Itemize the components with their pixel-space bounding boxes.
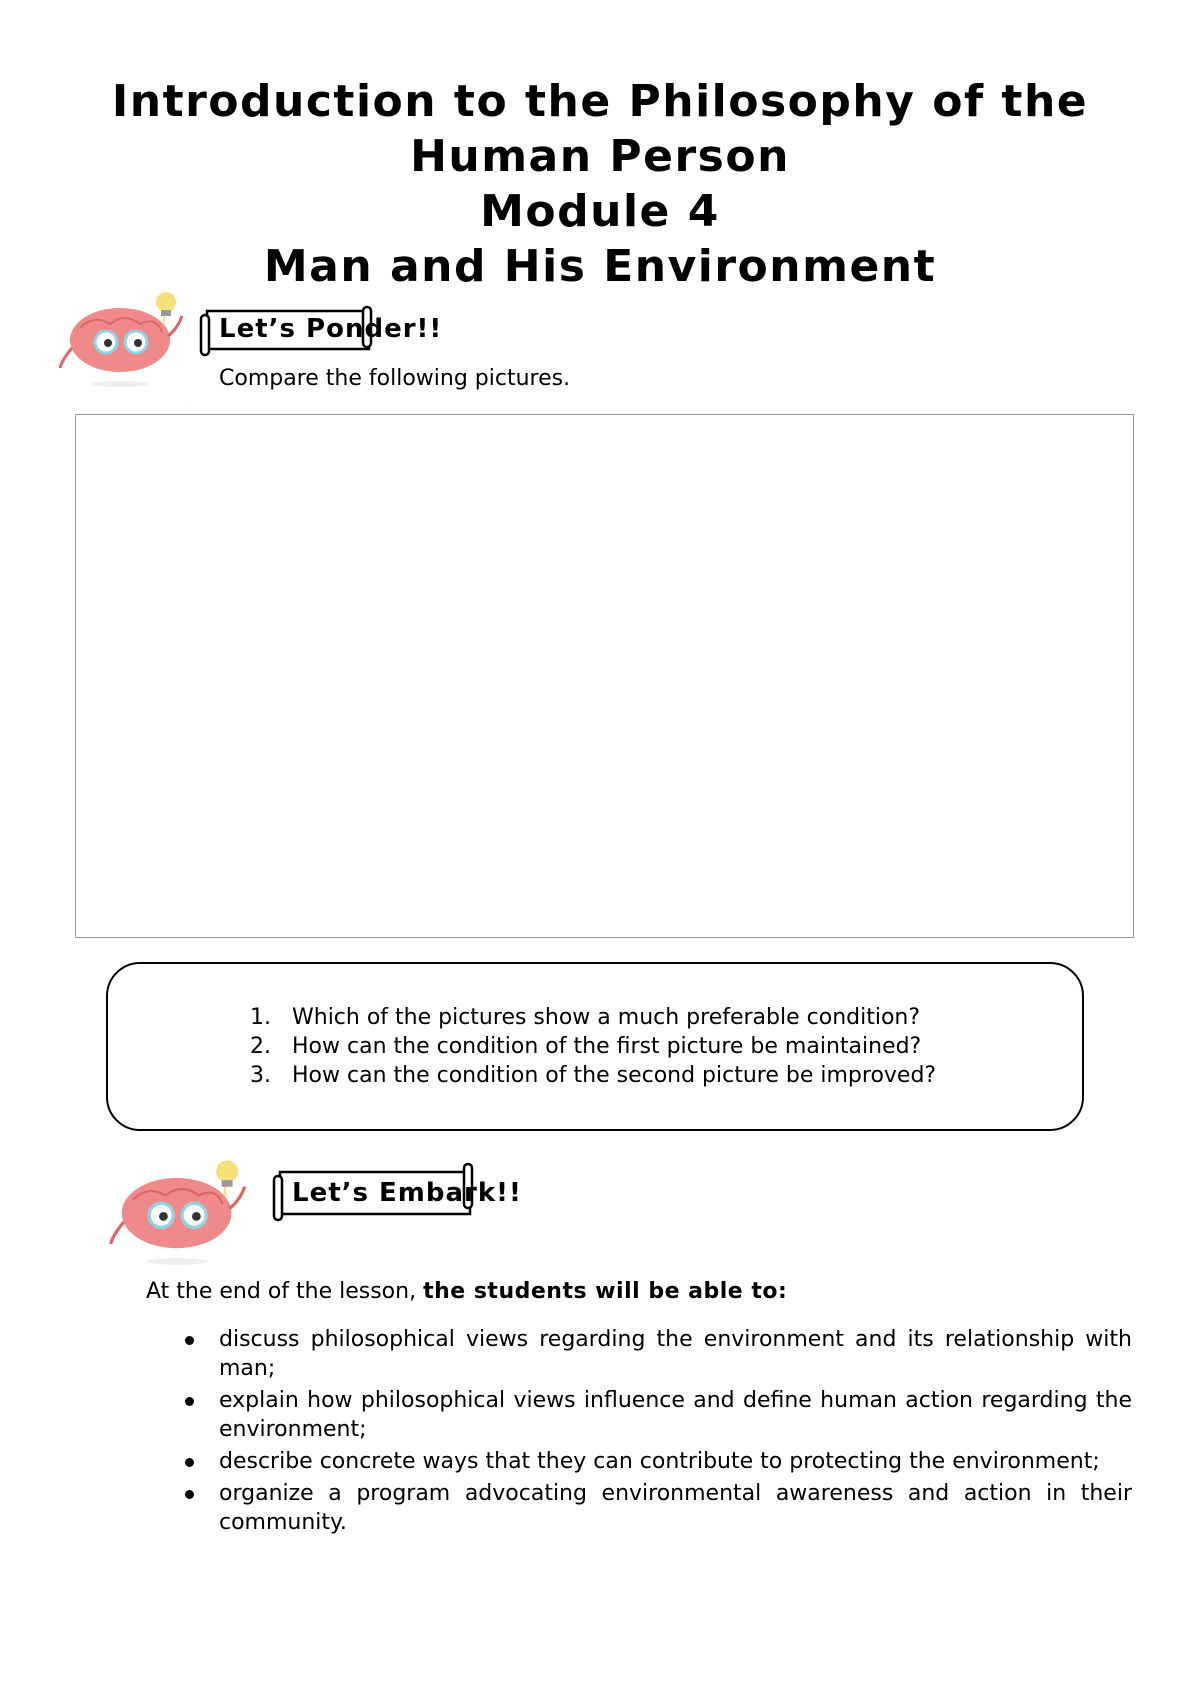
objectives-list — [183, 1325, 1132, 1540]
ponder-instruction: Compare the following pictures. — [219, 366, 571, 391]
objective-item: organize a program advocating environmental awareness and action in their community. — [183, 1479, 1132, 1537]
objectives-lead: At the end of the lesson, the students will be able to: — [146, 1279, 788, 1304]
question-item: 2. How can the condition of the first picture be maintained? — [250, 1034, 922, 1059]
lightbulb-icon — [216, 1160, 238, 1182]
question-item: 1. Which of the pictures show a much preferable condition? — [250, 1005, 921, 1030]
module-subtitle: Man and His Environment — [263, 241, 937, 292]
module-number: Module 4 — [480, 186, 720, 237]
brain-mascot-icon — [102, 1156, 260, 1268]
ponder-heading: Let’s Ponder!! — [219, 314, 443, 344]
document-title-line1: Introduction to the Philosophy of the — [111, 76, 1089, 127]
comparison-pictures-frame — [75, 414, 1134, 938]
objective-item: describe concrete ways that they can contribute to protecting the environment; — [183, 1447, 1132, 1476]
objective-item: discuss philosophical views regarding the environment and its relationship with man; — [183, 1325, 1132, 1383]
embark-heading: Let’s Embark!! — [292, 1178, 522, 1208]
objective-item: explain how philosophical views influence and define human action regarding the environment; — [183, 1386, 1132, 1444]
lightbulb-icon — [156, 292, 176, 312]
brain-mascot-icon — [58, 288, 190, 390]
document-title-line2: Human Person — [410, 131, 790, 182]
question-item: 3. How can the condition of the second picture be improved? — [250, 1063, 937, 1088]
question-list — [250, 1003, 936, 1090]
